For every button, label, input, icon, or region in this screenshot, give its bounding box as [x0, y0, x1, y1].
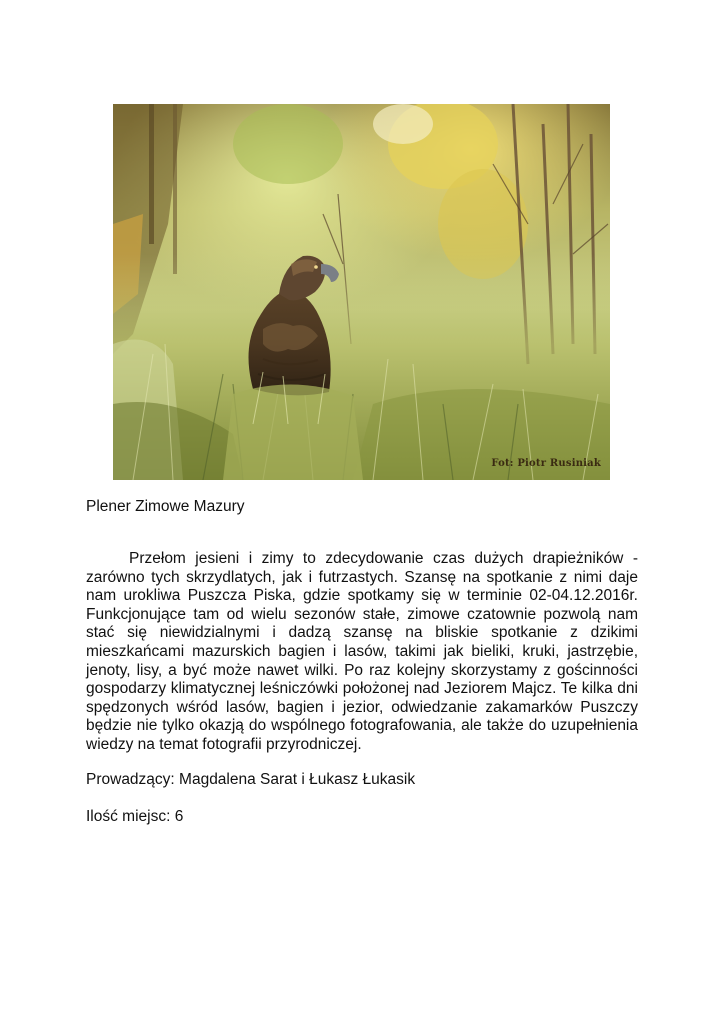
photo-credit: Fot: Piotr Rusiniak — [491, 458, 601, 469]
body-paragraph: Przełom jesieni i zimy to zdecydowanie czas dużych drapieżników - zarówno tych skrzydlatych, jak i futrzastych. Szansę na spotkanie z nimi daje nam urokliwa Puszcza Piska, gdzie spotkamy się w terminie 02-04.12.2016r. Funkcjonujące tam od wielu sezonów stałe, zimowe czatownie pozwolą nam stać się niewidzialnymi i dadzą szansę na bliskie spotkanie z dzikimi mieszkańcami mazurskich bagien i lasów, takimi jak bieliki, kruki, jastrzębie, jenoty, lisy, a być może nawet wilki. Po raz kolejny skorzystamy z gościnności gospodarzy klimatycznej leśniczówki położonej nad Jeziorem Majcz. Te kilka dni spędzonych wśród lasów, bagien i jezior, odwiedzanie zakamarków Puszczy będzie nie tylko okazją do wspólnego fotografowania, ale także do uzupełnienia wiedzy na temat fotografii przyrodniczej. — [86, 550, 638, 753]
eagle-photo-illustration — [113, 104, 610, 480]
eagle-photo — [113, 104, 610, 480]
places-line: Ilość miejsc: 6 — [86, 808, 184, 825]
page-title: Plener Zimowe Mazury — [86, 498, 245, 515]
leaders-line: Prowadzący: Magdalena Sarat i Łukasz Łukasik — [86, 771, 416, 788]
